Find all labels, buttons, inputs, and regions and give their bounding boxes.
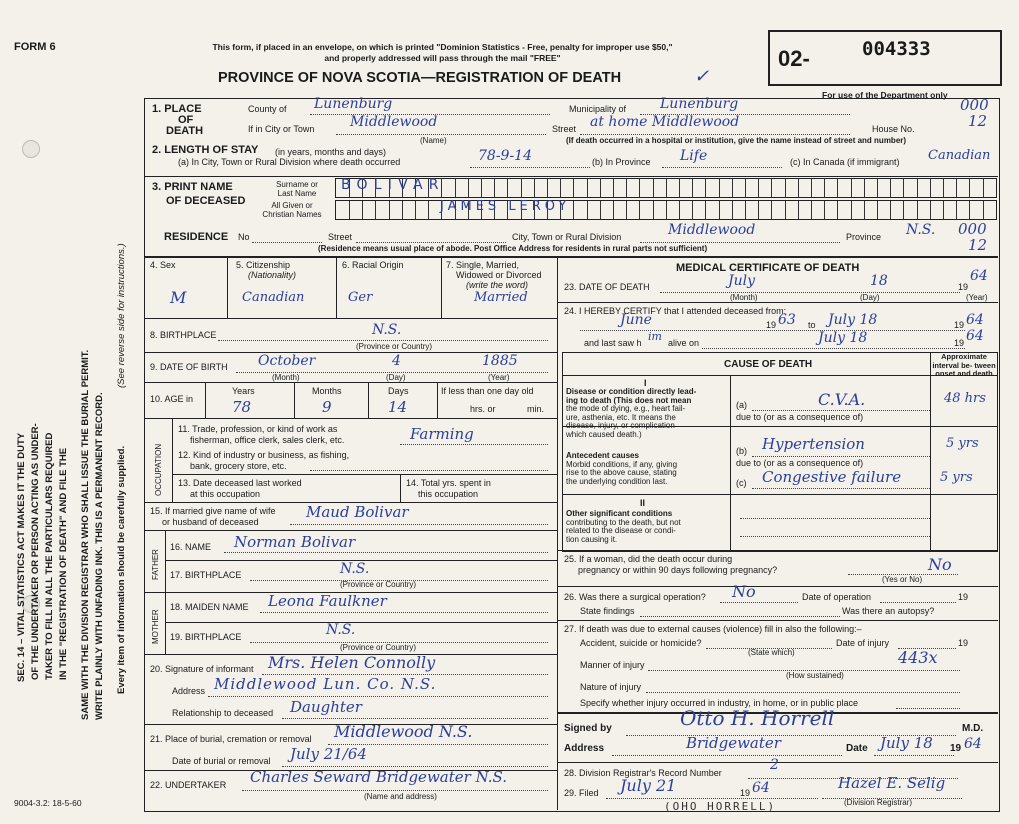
occ11-label: 11. Trade, profession, or kind of work as fisherman, office clerk, sales clerk, etc. [178, 424, 345, 445]
father-name-label: 16. NAME [170, 542, 212, 552]
place-label: 1. PLACE [152, 103, 202, 115]
sidebar-line-2: OF THE UNDERTAKER OR PERSON ACTING AS UNDER- [30, 423, 41, 680]
letter-cell [626, 201, 640, 219]
state-which-caption: (State which) [748, 648, 795, 657]
city-town-label: If in City or Town [248, 124, 315, 134]
residence-label: RESIDENCE [164, 231, 229, 243]
div-reg-caption: (Division Registrar) [844, 798, 913, 807]
county-label: County of [248, 104, 287, 114]
letter-cell [877, 201, 891, 219]
cause-b-value: Hypertension [762, 435, 865, 453]
mother-birth-label: 19. BIRTHPLACE [170, 632, 242, 642]
sidebar-line-5: SAME WITH THE DIVISION REGISTRAR WHO SHALL ISSUE THE BURIAL PERMIT. [80, 349, 91, 720]
letter-cell [930, 179, 944, 197]
city-town-value: Middlewood [350, 114, 438, 130]
letter-cell [970, 201, 984, 219]
min-label: min. [527, 404, 545, 414]
stay-c-label: (c) In Canada (if immigrant) [790, 157, 900, 167]
letter-cell [587, 179, 601, 197]
death-year-caption: (Year) [966, 293, 988, 302]
letter-cell [468, 179, 482, 197]
attend-19a: 19 [766, 320, 777, 330]
house-no-label: House No. [872, 124, 915, 134]
letter-cell [666, 201, 680, 219]
signed-by-value: Otto H. Horrell [680, 706, 835, 730]
father-birth-value: N.S. [340, 561, 370, 577]
sign-address-value: Bridgewater [686, 734, 781, 752]
attend-to-label: to [808, 320, 816, 330]
print-name-label: 3. PRINT NAME [152, 181, 233, 193]
letter-cell [653, 201, 667, 219]
surgical-label: 26. Was there a surgical operation? [564, 592, 706, 602]
birthplace-value: N.S. [372, 322, 402, 338]
signed-by-label: Signed by [564, 723, 612, 734]
dob-label: 9. DATE OF BIRTH [150, 362, 228, 372]
letter-cell [798, 201, 812, 219]
last-saw-label: and last saw h [584, 338, 642, 348]
letter-cell [640, 179, 654, 197]
date-injury-19: 19 [958, 638, 969, 648]
occupation-vertical-label: OCCUPATION [154, 443, 163, 496]
given-value: JAMES LEROY [440, 199, 571, 214]
footer-code: 9004-3.2: 18-5-60 [14, 798, 82, 808]
dob-month-value: October [258, 353, 316, 369]
informant-label: 20. Signature of informant [150, 664, 254, 674]
death-year-value: 64 [970, 268, 988, 284]
letter-cell [930, 201, 944, 219]
marital-value: Married [474, 290, 528, 305]
father-birth-caption: (Province or Country) [340, 580, 417, 589]
letter-cell [666, 179, 680, 197]
cause-a-value: C.V.A. [818, 390, 866, 409]
undertaker-caption: (Name and address) [364, 792, 437, 801]
letter-cell [943, 201, 957, 219]
nature-label: Nature of injury [580, 682, 642, 692]
certify-label: 24. I HEREBY CERTIFY that I attended deceased from: [564, 306, 787, 316]
age-days-value: 14 [388, 398, 408, 416]
relationship-value: Daughter [290, 698, 362, 716]
letter-cell [574, 201, 588, 219]
father-vertical-label: FATHER [151, 549, 160, 580]
punch-hole-top [22, 140, 40, 158]
birthplace-caption: (Province or Country) [356, 342, 433, 351]
letter-cell [547, 179, 561, 197]
attend-19b: 19 [954, 320, 965, 330]
state-findings-label: State findings [580, 606, 635, 616]
street-note: (If death occurred in a hospital or institution, give the name instead of street and number) [566, 136, 907, 145]
birthplace-label: 8. BIRTHPLACE [150, 330, 217, 340]
date-injury-label: Date of injury [836, 638, 890, 648]
last-saw-value: July 18 [818, 330, 868, 346]
burial-label: 21. Place of burial, cremation or removal [150, 734, 312, 744]
letter-cell [455, 179, 469, 197]
page-title: PROVINCE OF NOVA SCOTIA—REGISTRATION OF DEATH [218, 70, 622, 86]
letter-cell [745, 179, 759, 197]
letter-cell [521, 179, 535, 197]
external-label: 27. If death was due to external causes (violence) fill in also the following:– [564, 624, 862, 634]
specify-label: Specify whether injury occurred in industry, in home, or in public place [580, 698, 858, 708]
stay-label: 2. LENGTH OF STAY [152, 144, 259, 156]
surname-value: BOLIVAR [341, 177, 445, 193]
letter-cell [772, 201, 786, 219]
dept-use-label: For use of the Department only [822, 90, 948, 100]
sign-19: 19 [950, 743, 962, 754]
mother-birth-value: N.S. [326, 622, 356, 638]
attend-to-yr-value: 64 [966, 312, 984, 328]
sidebar-line-7: Every item of information should be carefully supplied. [116, 445, 127, 694]
code-mark: 443x [898, 648, 938, 667]
antecedent-label: Antecedent causes Morbid conditions, if any, giving rise to the above cause, stating the underlying condition last. [566, 451, 678, 486]
undertaker-value: Charles Seward Bridgewater N.S. [250, 768, 508, 786]
letter-cell [890, 179, 904, 197]
due-to-b: due to (or as a consequence of) [736, 458, 864, 468]
undertaker-label: 22. UNDERTAKER [150, 780, 227, 790]
res-city-label: City, Town or Rural Division [512, 232, 622, 242]
place-death-label: DEATH [166, 125, 204, 137]
dept-code-1: 000 [960, 96, 989, 114]
woman-value: No [928, 555, 952, 574]
attend-to-value: July 18 [828, 312, 878, 328]
letter-cell [494, 179, 508, 197]
letter-cell [956, 179, 970, 197]
form-number: FORM 6 [14, 41, 56, 53]
mail-notice: This form, if placed in an envelope, on which is printed "Dominion Statistics - Free, penalty for improper use $50," and properly addressed will pass through the mail "FREE" [212, 42, 673, 63]
occ14-label: 14. Total yrs. spent in this occupation [406, 478, 491, 499]
letter-cell [838, 201, 852, 219]
letter-cell [772, 179, 786, 197]
letter-cell [679, 201, 693, 219]
death-19: 19 [958, 282, 969, 292]
letter-cell [890, 201, 904, 219]
municipality-label: Municipality of [569, 104, 627, 114]
spouse-label: 15. If married give name of wife or husband of deceased [150, 506, 276, 527]
street-value: at home Middlewood [590, 114, 740, 130]
letter-cell [402, 201, 416, 219]
letter-cell [508, 179, 522, 197]
letter-cell [970, 179, 984, 197]
letter-cell [692, 179, 706, 197]
given-label: All Given or Christian Names [262, 201, 322, 219]
attend-from-yr-value: 63 [778, 312, 796, 328]
filed-19: 19 [740, 788, 751, 798]
sidebar-line-4: IN THE "REGISTRATION OF DEATH" AND FILE THE [58, 447, 69, 680]
surname-label: Surname or Last Name [276, 180, 318, 198]
death-day-caption: (Day) [860, 293, 880, 302]
informant-address-label: Address [172, 686, 206, 696]
letter-cell [798, 179, 812, 197]
letter-cell [877, 179, 891, 197]
letter-cell [983, 201, 997, 219]
residence-note: (Residence means usual place of abode. Post Office Address for residents in rural parts not sufficient) [318, 244, 708, 253]
letter-cell [904, 179, 918, 197]
years-label: Years [232, 386, 255, 396]
sign-date-value: July 18 [880, 734, 933, 752]
sex-value: M [170, 288, 187, 307]
accident-label: Accident, suicide or homicide? [580, 638, 702, 648]
letter-cell [956, 201, 970, 219]
res-no-label: No [238, 232, 250, 242]
letter-cell [574, 179, 588, 197]
stay-sub: (in years, months and days) [275, 147, 387, 157]
letter-cell [983, 179, 997, 197]
dob-day-value: 4 [392, 353, 401, 369]
record-num-value: 2 [770, 757, 779, 773]
last-saw-19: 19 [954, 338, 965, 348]
months-label: Months [312, 386, 342, 396]
mother-birth-caption: (Province or Country) [340, 643, 417, 652]
letter-cell [811, 179, 825, 197]
letter-cell [904, 201, 918, 219]
occ13-label: 13. Date deceased last worked at this occupation [178, 478, 302, 499]
yes-no-caption: (Yes or No) [882, 575, 923, 584]
letter-cell [864, 179, 878, 197]
letter-cell [613, 179, 627, 197]
letter-cell [785, 201, 799, 219]
letter-cell [917, 179, 931, 197]
cause-a-label: (a) [736, 400, 747, 410]
death-month-value: July [728, 273, 756, 289]
disease-label: Disease or condition directly lead- ing to death (This does not mean the mode of dying, e.g., heart fail- ure, asthenia, etc. It means the disease, injury, or complication which caused death.) [566, 387, 697, 439]
letter-cell [415, 201, 429, 219]
reg-prefix: 02- [778, 46, 810, 71]
cause-c-value: Congestive failure [762, 468, 902, 486]
letter-cell [706, 179, 720, 197]
letter-cell [851, 201, 865, 219]
date-label: Date [846, 743, 868, 754]
last-saw-yr-value: 64 [966, 328, 984, 344]
letter-cell [824, 179, 838, 197]
of-deceased-label: OF DECEASED [166, 195, 246, 207]
age-months-value: 9 [322, 398, 332, 416]
letter-cell [838, 179, 852, 197]
place-of-label: OF [178, 114, 194, 126]
letter-cell [587, 201, 601, 219]
check-mark: ✓ [694, 66, 710, 87]
res-code-1: 000 [958, 220, 987, 238]
interval-label: Approximate interval be- tween onset and death [932, 352, 996, 378]
name-caption: (Name) [420, 136, 447, 145]
interval-b-value: 5 yrs [946, 436, 979, 451]
letter-cell [917, 201, 931, 219]
burial-date-value: July 21/64 [290, 745, 367, 763]
death-day-value: 18 [870, 273, 888, 289]
occ12-label: 12. Kind of industry or business, as fishing, bank, grocery store, etc. [178, 450, 350, 471]
alive-on-label: alive on [668, 338, 700, 348]
letter-cell [389, 201, 403, 219]
filed-year-value: 64 [752, 780, 770, 796]
roman-i: I [644, 378, 647, 388]
res-code-2: 12 [968, 236, 988, 254]
interval-a-value: 48 hrs [944, 391, 986, 406]
reg-number: 004333 [862, 38, 931, 60]
father-birth-label: 17. BIRTHPLACE [170, 570, 242, 580]
autopsy-label: Was there an autopsy? [842, 606, 935, 616]
citizenship-label: 5. Citizenship (Nationality) [236, 260, 297, 280]
age-label: 10. AGE in [150, 394, 194, 404]
letter-cell [811, 201, 825, 219]
stay-a-value: 78-9-14 [478, 148, 532, 164]
occupation-value: Farming [410, 425, 474, 443]
letter-cell [600, 201, 614, 219]
dob-month-caption: (Month) [272, 373, 300, 382]
cause-c-label: (c) [736, 478, 747, 488]
md-label: M.D. [962, 723, 984, 734]
spouse-value: Maud Bolivar [306, 503, 409, 521]
letter-cell [560, 179, 574, 197]
filed-date-value: July 21 [620, 776, 677, 795]
res-city-value: Middlewood [668, 222, 756, 238]
interval-c-value: 5 yrs [940, 470, 973, 485]
relationship-label: Relationship to deceased [172, 708, 274, 718]
attend-from-value: June [620, 312, 652, 328]
racial-value: Ger [348, 290, 373, 305]
age-years-value: 78 [232, 398, 252, 416]
surgical-value: No [732, 582, 756, 601]
letter-cell [626, 179, 640, 197]
letter-cell [758, 201, 772, 219]
letter-cell [653, 179, 667, 197]
letter-cell [336, 201, 350, 219]
stay-b-label: (b) In Province [592, 157, 651, 167]
roman-ii: II [640, 498, 646, 508]
letter-cell [481, 179, 495, 197]
letter-cell [679, 179, 693, 197]
letter-cell [864, 201, 878, 219]
div-record-label: 28. Division Registrar's Record Number [564, 768, 722, 778]
informant-value: Mrs. Helen Connolly [268, 653, 436, 672]
sidebar-line-6: WRITE PLAINLY WITH UNFADING INK. THIS IS A PERMANENT RECORD. [94, 392, 105, 720]
dob-day-caption: (Day) [386, 373, 406, 382]
less-day-label: If less than one day old [441, 386, 534, 396]
letter-cell [600, 179, 614, 197]
letter-cell [640, 201, 654, 219]
registrar-value: Hazel E. Selig [838, 774, 946, 792]
res-province-value: N.S. [906, 222, 936, 238]
filed-label: 29. Filed [564, 788, 599, 798]
letter-cell [851, 179, 865, 197]
mother-maiden-value: Leona Faulkner [268, 592, 387, 610]
marital-label: 7. Single, Married, Widowed or Divorced (write the word) [446, 260, 542, 290]
given-cells [335, 200, 997, 220]
racial-label: 6. Racial Origin [342, 260, 404, 270]
hrs-label: hrs. or [470, 404, 496, 414]
letter-cell [613, 201, 627, 219]
citizenship-value: Canadian [242, 290, 305, 305]
letter-cell [785, 179, 799, 197]
letter-cell [692, 201, 706, 219]
last-saw-mark: im [648, 330, 662, 343]
dob-year-caption: (Year) [488, 373, 510, 382]
father-name-value: Norman Bolivar [234, 533, 356, 551]
letter-cell [706, 201, 720, 219]
letter-cell [758, 179, 772, 197]
letter-cell [719, 179, 733, 197]
burial-place-value: Middlewood N.S. [334, 722, 473, 741]
stay-b-value: Life [680, 148, 708, 164]
medical-title: MEDICAL CERTIFICATE OF DEATH [676, 262, 860, 274]
letter-cell [534, 179, 548, 197]
registration-number-box [768, 30, 1002, 86]
letter-cell [376, 201, 390, 219]
cause-title: CAUSE OF DEATH [724, 359, 813, 370]
letter-cell [349, 201, 363, 219]
mother-maiden-label: 18. MAIDEN NAME [170, 602, 249, 612]
date-op-label: Date of operation [802, 592, 872, 602]
letter-cell [745, 201, 759, 219]
sex-label: 4. Sex [150, 260, 176, 270]
municipality-value: Lunenburg [660, 96, 739, 112]
manner-label: Manner of injury [580, 660, 645, 670]
sidebar-line-1: SEC. 14 – VITAL STATISTICS ACT MAKES IT THE DUTY [16, 432, 27, 682]
mother-vertical-label: MOTHER [151, 609, 160, 644]
woman-label: 25. If a woman, did the death occur during pregnancy or within 90 days following pregnancy? [564, 554, 778, 575]
letter-cell [824, 201, 838, 219]
address2-label: Address [564, 743, 605, 754]
days-label: Days [388, 386, 409, 396]
letter-cell [362, 201, 376, 219]
due-to-a: due to (or as a consequence of) [736, 412, 864, 422]
sign-year-value: 64 [964, 736, 982, 752]
letter-cell [732, 201, 746, 219]
res-street-label: Street [328, 232, 353, 242]
death-month-caption: (Month) [730, 293, 758, 302]
burial-date-label: Date of burial or removal [172, 756, 271, 766]
date-op-19: 19 [958, 592, 969, 602]
sidebar-line-8: (See reverse side for instructions.) [116, 243, 127, 388]
dept-code-2: 12 [968, 112, 988, 130]
cause-b-label: (b) [736, 446, 747, 456]
how-caption: (How sustained) [786, 671, 844, 680]
informant-address-value: Middlewood Lun. Co. N.S. [214, 675, 437, 693]
date-death-label: 23. DATE OF DEATH [564, 282, 650, 292]
res-province-label: Province [846, 232, 882, 242]
letter-cell [719, 201, 733, 219]
other-conditions-label: Other significant conditions contributing to the death, but not related to the disease or condi- tion causing it. [566, 509, 681, 544]
stay-c-value: Canadian [928, 148, 991, 163]
letter-cell [732, 179, 746, 197]
dob-year-value: 1885 [482, 353, 518, 369]
county-value: Lunenburg [314, 96, 393, 112]
letter-cell [943, 179, 957, 197]
sidebar-line-3: TAKER TO FILL IN ALL THE PARTICULARS REQUIRED [44, 432, 55, 680]
street-label: Street [552, 124, 577, 134]
stay-a-label: (a) In City, Town or Rural Division where death occurred [178, 157, 401, 167]
doctor-print-value: (OHO HORRELL) [664, 800, 777, 813]
